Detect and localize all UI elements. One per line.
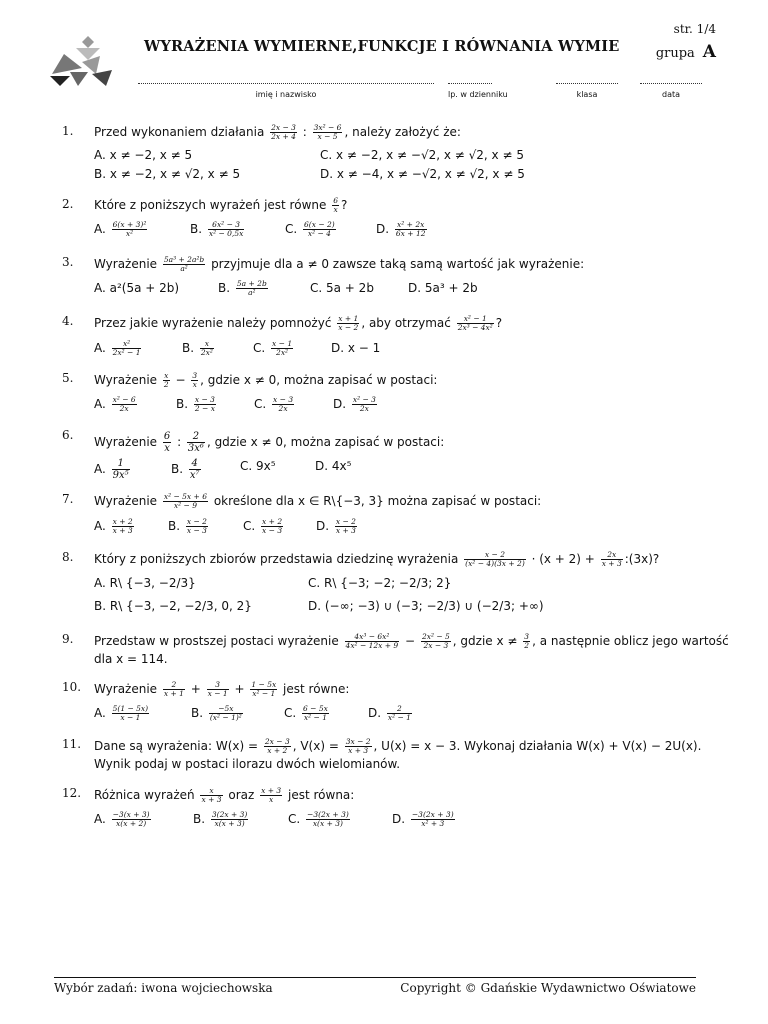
question-4-option-b: B. $\frac{x}{\text{2x²}}$	[182, 339, 213, 357]
question-6-number: 6.	[62, 428, 74, 442]
question-8-option-d: D. (−∞; −3) ∪ (−3; −2/3) ∪ (−2/3; +∞)	[308, 599, 544, 613]
question-1-number: 1.	[62, 124, 74, 138]
question-5-option-d: D. $\frac{\text{x² − 3}}{2x}$	[333, 395, 376, 413]
question-2-option-a: A. $\frac{\text{6(x + 3)²}}{\text{x²}}$	[94, 220, 147, 238]
question-4-number: 4.	[62, 314, 74, 328]
question-9-number: 9.	[62, 632, 74, 646]
question-4-option-d: D. x − 1	[331, 341, 381, 355]
question-2-option-c: C. $\frac{6(x - 2)}{\text{x² − 4}}$	[285, 220, 335, 238]
question-10-option-c: C. $\frac{6 - 5x}{\text{x² − 1}}$	[284, 704, 328, 722]
question-12-option-c: C. $\frac{-3(2x + 3)}{x(x + 3)}$	[288, 810, 349, 828]
question-1-option-d: D. x ≠ −4, x ≠ −√2, x ≠ √2, x ≠ 5	[320, 167, 525, 181]
question-1-option-a: A. x ≠ −2, x ≠ 5	[94, 148, 193, 162]
question-8-number: 8.	[62, 550, 74, 564]
question-6-option-a: A. $\frac{1}{\text{9x⁵}}$	[94, 458, 129, 481]
class-field-label: klasa	[576, 90, 598, 99]
question-7-option-b: B. $\frac{x - 2}{x - 3}$	[168, 517, 207, 535]
date-field[interactable]	[640, 76, 702, 99]
question-1-text: Przed wykonaniem działania $\frac{2x - 3}{2x + 4}$ : $\frac{\text{3x² − 6}}{x - 5}$ , należy założyć że:	[94, 123, 461, 141]
question-3-text: Wyrażenie $\frac{\text{5a³ + 2a²b}}{\text{a²}}$ przyjmuje dla a ≠ 0 zawsze taką samą wartość jak wyrażenie:	[94, 255, 585, 273]
publisher-logo	[48, 34, 116, 90]
question-2-text: Które z poniższych wyrażeń jest równe $\frac{6}{x}$ ?	[94, 196, 348, 214]
question-12-number: 12.	[62, 786, 82, 800]
question-4-option-c: C. $\frac{x - 1}{\text{2x²}}$	[253, 339, 293, 357]
question-9-text: Przedstaw w prostszej postaci wyrażenie $\frac{\text{4x³ − 6x²}}{\text{4x² − 12x + 9}}$ − $\frac{\text{2x² − 5}}{2x - 3}$ , gdzie x ≠ $\frac{3}{2}$ , a następnie oblicz jego wartość	[94, 632, 729, 650]
question-10-option-a: A. $\frac{5(1 - 5x)}{x - 1}$	[94, 704, 149, 722]
question-6-option-d: D. 4x⁵	[315, 459, 352, 473]
question-11-text: Dane są wyrażenia: W(x) = $\frac{2x - 3}{x + 2}$ , V(x) = $\frac{3x - 2}{x + 3}$ , U(x) = x − 3. Wykonaj działania W(x) + V(x) − 2U(x).	[94, 737, 702, 755]
footer-copyright: Copyright © Gdańskie Wydawnictwo Oświatowe	[400, 981, 696, 995]
question-12-option-d: D. $\frac{-3(2x + 3)}{\text{x² + 3}}$	[392, 810, 454, 828]
question-3-option-d: D. 5a³ + 2b	[408, 281, 478, 295]
question-6-option-c: C. 9x⁵	[240, 459, 276, 473]
question-12-option-a: A. $\frac{-3(x + 3)}{x(x + 2)}$	[94, 810, 150, 828]
question-11-number: 11.	[62, 737, 82, 751]
register-number-label: lp. w dzienniku	[448, 90, 508, 99]
question-7-option-a: A. $\frac{x + 2}{x + 3}$	[94, 517, 133, 535]
question-6-text: Wyrażenie $\frac{6}{x}$ : $\frac{2}{\text{3x⁶}}$ , gdzie x ≠ 0, można zapisać w postaci:	[94, 431, 445, 454]
class-field[interactable]	[556, 76, 618, 99]
group-label: grupa	[655, 46, 695, 61]
question-3-option-c: C. 5a + 2b	[310, 281, 374, 295]
question-3-option-b: B. $\frac{5a + 2b}{\text{a²}}$	[218, 279, 267, 297]
question-8-text: Który z poniższych zbiorów przedstawia dziedzinę wyrażenia $\frac{x - 2}{\text{(x² − 4)(3x + 2)}}$ · (x + 2) + $\frac{2x}{x + 3}$ :(3x)?	[94, 550, 660, 568]
question-10-number: 10.	[62, 680, 82, 694]
question-10-option-d: D. $\frac{2}{\text{x² − 1}}$	[368, 704, 411, 722]
question-5-text: Wyrażenie $\frac{x}{2}$ − $\frac{3}{x}$ , gdzie x ≠ 0, można zapisać w postaci:	[94, 371, 438, 389]
page-number: str. 1/4	[673, 22, 716, 36]
question-2-option-b: B. $\frac{\text{6x² − 3}}{\text{x² − 0,5x}}$	[190, 220, 244, 238]
worksheet-title: WYRAŻENIA WYMIERNE,FUNKCJE I RÓWNANIA WYMIE	[144, 38, 620, 55]
footer-divider	[54, 977, 696, 978]
question-1-option-b: B. x ≠ −2, x ≠ √2, x ≠ 5	[94, 167, 241, 181]
question-7-text: Wyrażenie $\frac{\text{x² − 5x + 6}}{\text{x² − 9}}$ określone dla x ∈ R\{−3, 3} można zapisać w postaci:	[94, 492, 542, 510]
question-4-text: Przez jakie wyrażenie należy pomnożyć $\frac{x + 1}{x - 2}$ , aby otrzymać $\frac{\text{x² − 1}}{\text{2x³ − 4x²}}$ ?	[94, 314, 503, 332]
question-9-line2: dla x = 114.	[94, 652, 168, 666]
question-8-option-c: C. R\ {−3; −2; −2/3; 2}	[308, 576, 452, 590]
name-field[interactable]	[138, 76, 434, 99]
question-8-option-a: A. R\ {−3, −2/3}	[94, 576, 196, 590]
question-5-option-c: C. $\frac{x - 3}{2x}$	[254, 395, 294, 413]
question-3-number: 3.	[62, 255, 74, 269]
register-number-field[interactable]	[448, 76, 508, 99]
question-5-option-a: A. $\frac{\text{x² − 6}}{2x}$	[94, 395, 136, 413]
footer-author: Wybór zadań: iwona wojciechowska	[54, 981, 273, 995]
question-5-number: 5.	[62, 371, 74, 385]
question-8-option-b: B. R\ {−3, −2, −2/3, 0, 2}	[94, 599, 252, 613]
question-10-option-b: B. $\frac{-5x}{\text{(x² − 1)²}}$	[191, 704, 242, 722]
question-10-text: Wyrażenie $\frac{2}{x + 1}$ + $\frac{3}{x - 1}$ + $\frac{1 - 5x}{\text{x² − 1}}$ jest równe:	[94, 680, 350, 698]
question-1-option-c: C. x ≠ −2, x ≠ −√2, x ≠ √2, x ≠ 5	[320, 148, 524, 162]
date-field-label: data	[661, 90, 681, 99]
question-12-text: Różnica wyrażeń $\frac{x}{x + 3}$ oraz $\frac{x + 3}{x}$ jest równa:	[94, 786, 355, 804]
question-7-option-c: C. $\frac{x + 2}{x - 3}$	[243, 517, 283, 535]
question-7-option-d: D. $\frac{x - 2}{x + 3}$	[316, 517, 356, 535]
question-6-option-b: B. $\frac{4}{\text{x⁷}}$	[171, 458, 200, 481]
group-indicator	[656, 42, 716, 62]
question-7-number: 7.	[62, 492, 74, 506]
group-value: A	[702, 42, 716, 62]
question-5-option-b: B. $\frac{x - 3}{2 - x}$	[176, 395, 215, 413]
question-4-option-a: A. $\frac{\text{x²}}{\text{2x² − 1}}$	[94, 339, 141, 357]
question-2-number: 2.	[62, 197, 74, 211]
question-3-option-a: A. a²(5a + 2b)	[94, 281, 180, 295]
question-12-option-b: B. $\frac{3(2x + 3)}{x(x + 3)}$	[193, 810, 248, 828]
name-field-label: imię i nazwisko	[255, 90, 317, 99]
question-11-line2: Wynik podaj w postaci ilorazu dwóch wielomianów.	[94, 757, 401, 771]
question-2-option-d: D. $\frac{\text{x² + 2x}}{6x + 12}$	[376, 220, 426, 238]
